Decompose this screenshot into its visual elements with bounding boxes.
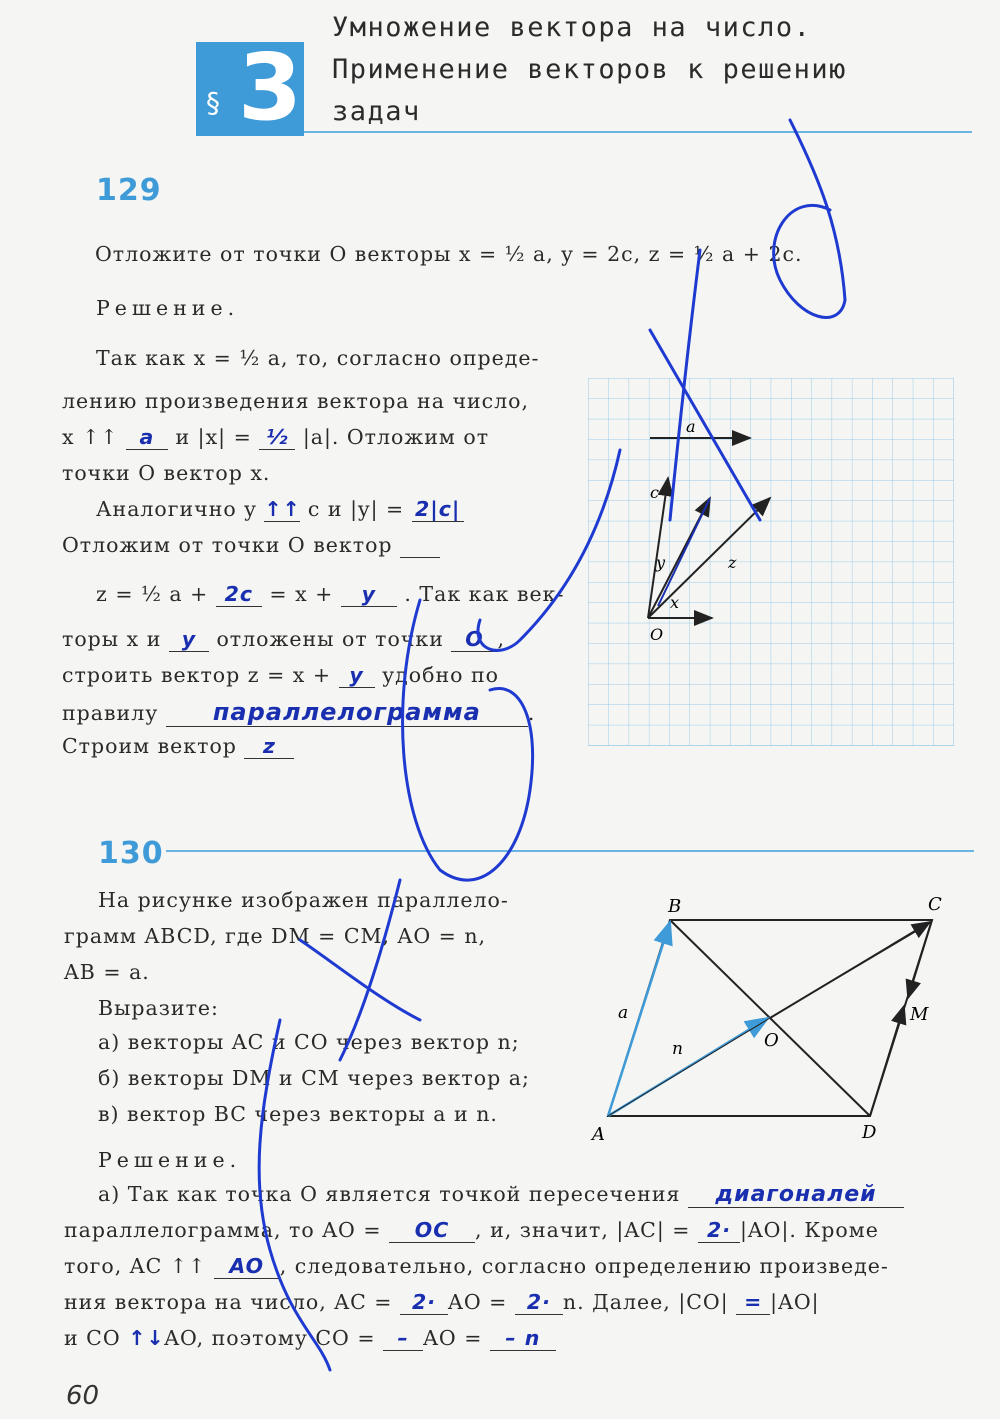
handwritten-answer: a xyxy=(126,425,168,450)
t130-solution-4: ния вектора на число, AC = 2· AO = 2· n. Далее, |CO| = |AO| xyxy=(64,1290,820,1314)
label-z: z xyxy=(728,553,737,572)
label-vector-n: n xyxy=(672,1039,683,1059)
task-130-number: 130 xyxy=(98,836,164,871)
handwritten-answer: параллелограмма xyxy=(166,698,528,727)
point-a: A xyxy=(592,1124,605,1145)
t130-solution-2: параллелограмма, то AO = OC , и, значит, |AC| = 2· |AO|. Кроме xyxy=(64,1218,879,1242)
handwritten-answer: AO xyxy=(214,1254,280,1279)
t130-line-5: а) векторы AC и CO через вектор n; xyxy=(98,1030,520,1054)
handwritten-answer: 2|c| xyxy=(412,497,464,522)
title-line-3: задач xyxy=(332,96,421,127)
handwritten-answer: ↑↓ xyxy=(128,1326,165,1350)
handwritten-answer: ½ xyxy=(259,425,295,450)
handwritten-answer: – n xyxy=(490,1326,556,1351)
t130-line-3: AB = a. xyxy=(64,960,150,984)
handwritten-answer: 2c xyxy=(216,582,262,607)
handwritten-answer: y xyxy=(341,582,397,607)
handwritten-answer: 2· xyxy=(698,1218,740,1243)
task-129-solution-label: Решение. xyxy=(96,296,240,320)
task-130-solution-label: Решение. xyxy=(98,1148,242,1172)
handwritten-answer: 2· xyxy=(515,1290,563,1315)
label-c: c xyxy=(650,483,659,502)
handwritten-answer: y xyxy=(169,627,209,652)
point-d: D xyxy=(862,1122,877,1143)
label-vector-a: a xyxy=(618,1003,629,1023)
t130-line-7: в) вектор BC через векторы a и n. xyxy=(98,1102,498,1126)
t130-solution-5: и CO ↑↓AO, поэтому CO = – AO = – n xyxy=(64,1326,556,1351)
t130-line-1: На рисунке изображен параллело- xyxy=(98,888,509,912)
t129-line-9: строить вектор z = x + y удобно по xyxy=(62,663,500,687)
t129-line-8: торы x и y отложены от точки O , xyxy=(62,627,505,651)
task-129-number: 129 xyxy=(96,173,162,208)
label-x: x xyxy=(670,593,680,612)
t129-line-1: Так как x = ½ a, то, согласно опреде- xyxy=(96,346,540,370)
t130-solution-1: а) Так как точка O является точкой пересечения диагоналей xyxy=(98,1182,904,1208)
handwritten-answer: – xyxy=(383,1326,423,1351)
handwritten-answer: O xyxy=(451,627,497,652)
point-m: M xyxy=(910,1004,929,1025)
point-c: C xyxy=(928,894,942,915)
t129-line-4: точки O вектор x. xyxy=(62,461,271,485)
t129-line-3: x ↑↑ a и |x| = ½ |a|. Отложим от xyxy=(62,425,490,449)
t130-line-6: б) векторы DM и CM через вектор a; xyxy=(98,1066,530,1090)
handwritten-answer: z xyxy=(244,734,294,759)
task-129-statement: Отложите от точки O векторы x = ½ a, y = 2c, z = ½ a + 2c. xyxy=(95,242,803,266)
section-number: 3 xyxy=(238,34,303,141)
point-o: O xyxy=(764,1030,779,1051)
handwritten-answer: ↑↑ xyxy=(264,497,301,521)
handwritten-answer: y xyxy=(339,663,375,688)
label-y: y xyxy=(656,553,666,572)
handwritten-answer: 2· xyxy=(400,1290,448,1315)
page-number: 60 xyxy=(66,1381,100,1411)
handwritten-answer: = xyxy=(736,1290,770,1315)
t129-line-10: правилу параллелограмма . xyxy=(62,698,536,726)
t130-line-2: грамм ABCD, где DM = CM, AO = n, xyxy=(64,924,487,948)
title-line-1: Умножение вектора на число. xyxy=(332,12,812,43)
label-o: O xyxy=(650,625,664,644)
t129-line-6: Отложим от точки O вектор xyxy=(62,533,440,558)
t129-line-7: z = ½ a + 2c = x + y . Так как век- xyxy=(96,582,565,606)
t129-line-11: Строим вектор z xyxy=(62,734,294,759)
t129-line-2: лению произведения вектора на число, xyxy=(62,389,530,413)
label-a: a xyxy=(686,417,696,436)
section-symbol: § xyxy=(206,86,220,119)
t129-line-5: Аналогично y ↑↑ c и |y| = 2|c| xyxy=(96,497,464,522)
point-b: B xyxy=(668,896,682,917)
handwritten-answer: OC xyxy=(389,1218,475,1243)
handwritten-answer: диагоналей xyxy=(688,1182,904,1208)
title-line-2: Применение векторов к решению xyxy=(332,54,847,85)
t130-solution-3: того, AC ↑↑ AO , следовательно, согласно определению произведе- xyxy=(64,1254,889,1278)
t130-line-4: Выразите: xyxy=(98,996,219,1020)
